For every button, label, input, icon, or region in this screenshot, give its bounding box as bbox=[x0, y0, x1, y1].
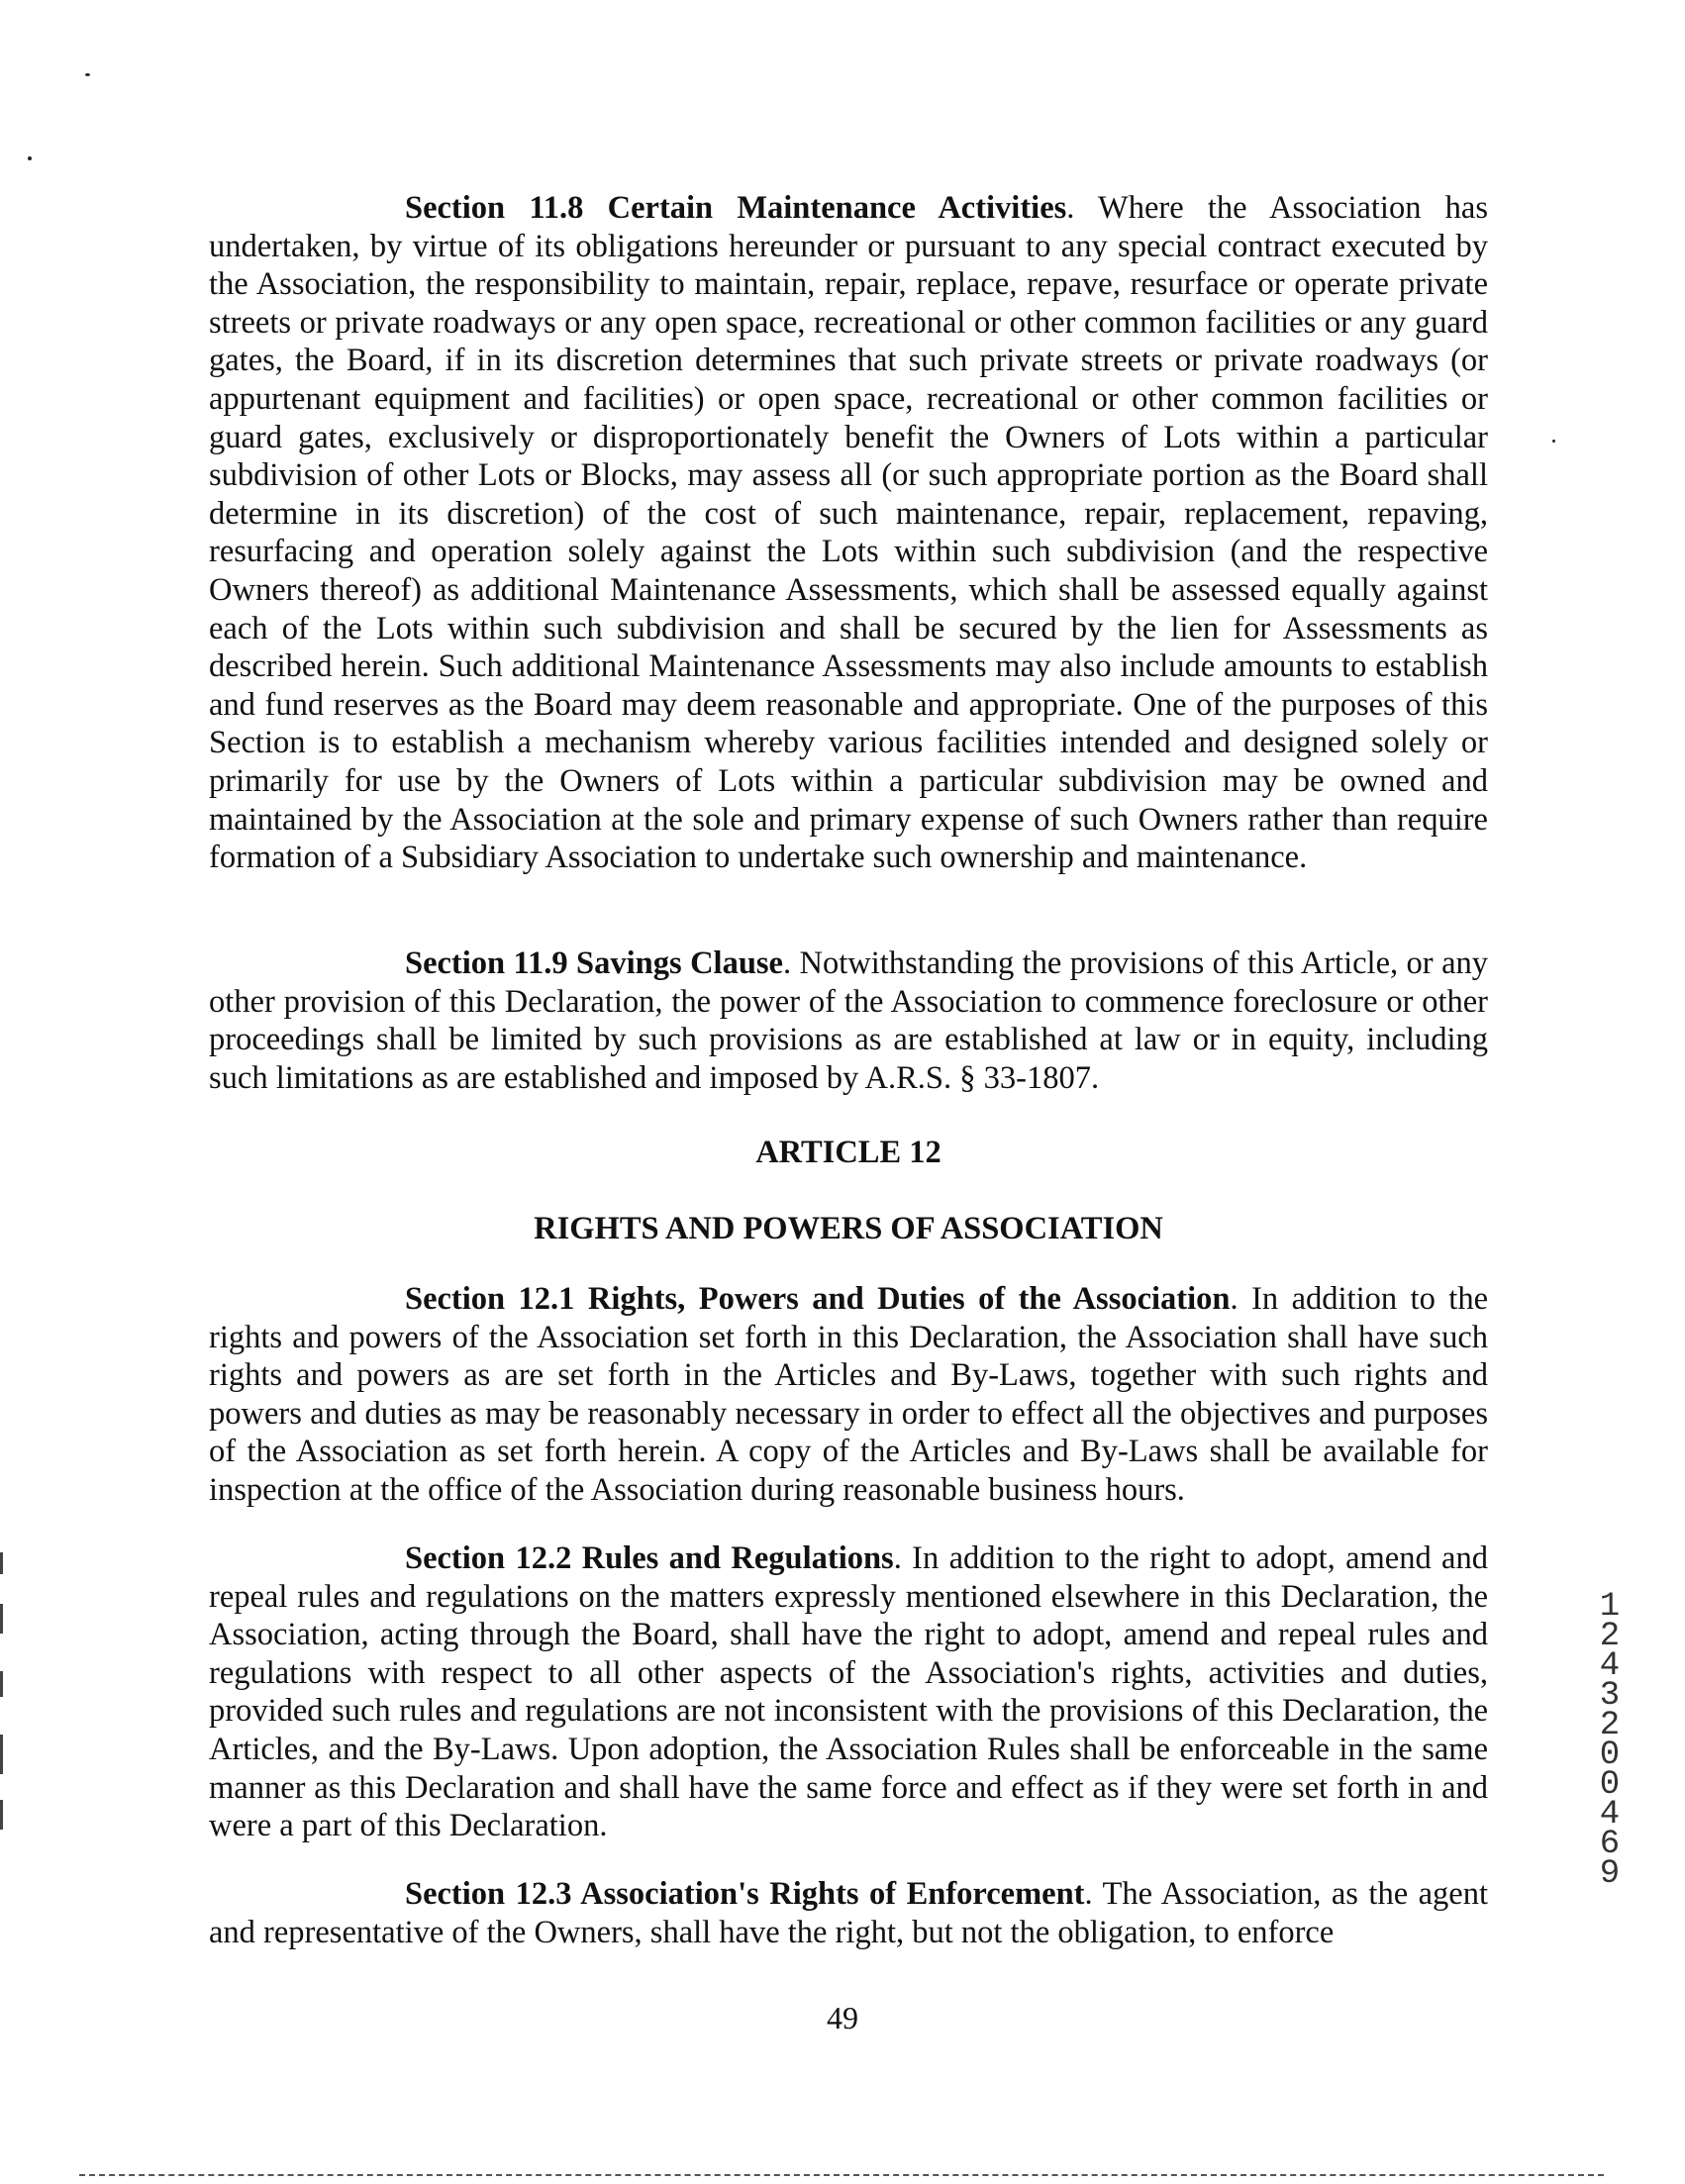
page-number: 49 bbox=[827, 2000, 858, 2035]
scan-edge-mark bbox=[0, 1800, 3, 1830]
section-12-3-paragraph bbox=[209, 1875, 1488, 1951]
article-number: ARTICLE 12 bbox=[755, 1135, 942, 1170]
section-12-1-body: . In addition to the rights and powers of the Association set forth in this Declaration, the Association shall have such rights and powers as are set forth in the Articles and By-Laws, together with such rights and powers and duties as may be reasonably necessary in order to effect all the objectives and purposes of the Association as set forth herein. A copy of the Articles and By-Laws shall be available for inspection at the office of the Association during reasonable business hours. bbox=[209, 1281, 1488, 1508]
section-12-3-heading: Section 12.3 Association's Rights of Enforcement bbox=[405, 1876, 1085, 1912]
section-11-8-paragraph bbox=[209, 189, 1488, 877]
scan-edge-mark bbox=[0, 1604, 3, 1634]
section-12-2-paragraph bbox=[209, 1539, 1488, 1845]
section-11-8-heading: Section 11.8 Certain Maintenance Activities bbox=[405, 190, 1067, 226]
section-11-9-heading: Section 11.9 Savings Clause bbox=[405, 945, 783, 981]
section-11-9-paragraph bbox=[209, 944, 1488, 1097]
section-12-3 bbox=[209, 1875, 1488, 1951]
section-12-1 bbox=[209, 1280, 1488, 1510]
scan-bottom-edge bbox=[79, 2174, 1604, 2178]
scan-speck bbox=[28, 156, 32, 160]
section-12-2-heading: Section 12.2 Rules and Regulations bbox=[405, 1540, 894, 1576]
section-11-8 bbox=[209, 189, 1488, 877]
section-12-1-heading: Section 12.1 Rights, Powers and Duties of the Association bbox=[405, 1281, 1231, 1317]
scan-edge-mark bbox=[0, 1735, 3, 1774]
section-11-9-body: . Notwithstanding the provisions of this Article, or any other provision of this Declaration, the power of the Association to commence foreclosure or other proceedings shall be limited by such provisions as are established at law or in equity, including such limitations as are established and imposed by A.R.S. § 33-1807. bbox=[209, 945, 1488, 1096]
section-11-8-body: . Where the Association has undertaken, by virtue of its obligations hereunder or pursuant to any special contract executed by the Association, the responsibility to maintain, repair, replace, repave, resurface or operate private streets or private roadways or any open space, recreational or other common facilities or any guard gates, the Board, if in its discretion determines that such private streets or private roadways (or appurtenant equipment and facilities) or open space, recreational or other common facilities or guard gates, exclusively or disproportionately benefit the Owners of Lots within a particular subdivision of other Lots or Blocks, may assess all (or such appropriate portion as the Board shall determine in its discretion) of the cost of such maintenance, repair, replacement, repaving, resurfacing and operation solely against the Lots within such subdivision (and the respective Owners thereof) as additional Maintenance Assessments, which shall be assessed equally against each of the Lots within such subdivision and shall be secured by the lien for Assessments as described herein. Such additional Maintenance Assessments may also include amounts to establish and fund reserves as the Board may deem reasonable and appropriate. One of the purposes of this Section is to establish a mechanism whereby various facilities intended and designed solely or primarily for use by the Owners of Lots within a particular subdivision may be owned and maintained by the Association at the sole and primary expense of such Owners rather than require formation of a Subsidiary Association to undertake such ownership and maintenance. bbox=[209, 190, 1489, 876]
section-11-9 bbox=[209, 944, 1488, 1097]
scan-edge-mark bbox=[0, 1552, 3, 1574]
section-12-2-body: . In addition to the right to adopt, amend and repeal rules and regulations on the matters expressly mentioned elsewhere in this Declaration, the Association, acting through the Board, shall have the right to adopt, amend and repeal rules and regulations with respect to all other aspects of the Association's rights, activities and duties, provided such rules and regulations are not inconsistent with the provisions of this Declaration, the Articles, and the By-Laws. Upon adoption, the Association Rules shall be enforceable in the same manner as this Declaration and shall have the same force and effect as if they were set forth in and were a part of this Declaration. bbox=[209, 1540, 1488, 1844]
article-title: RIGHTS AND POWERS OF ASSOCIATION bbox=[534, 1211, 1163, 1246]
scan-edge-mark bbox=[0, 1671, 3, 1697]
section-12-1-paragraph bbox=[209, 1280, 1488, 1510]
section-12-2 bbox=[209, 1539, 1488, 1845]
scan-speck bbox=[1552, 440, 1555, 443]
section-12-3-body: . The Association, as the agent and representative of the Owners, shall have the right, but not the obligation, to enforce bbox=[209, 1876, 1488, 1950]
recording-stamp: 12432 00469 bbox=[1599, 1588, 1621, 1893]
scan-speck bbox=[85, 73, 90, 76]
